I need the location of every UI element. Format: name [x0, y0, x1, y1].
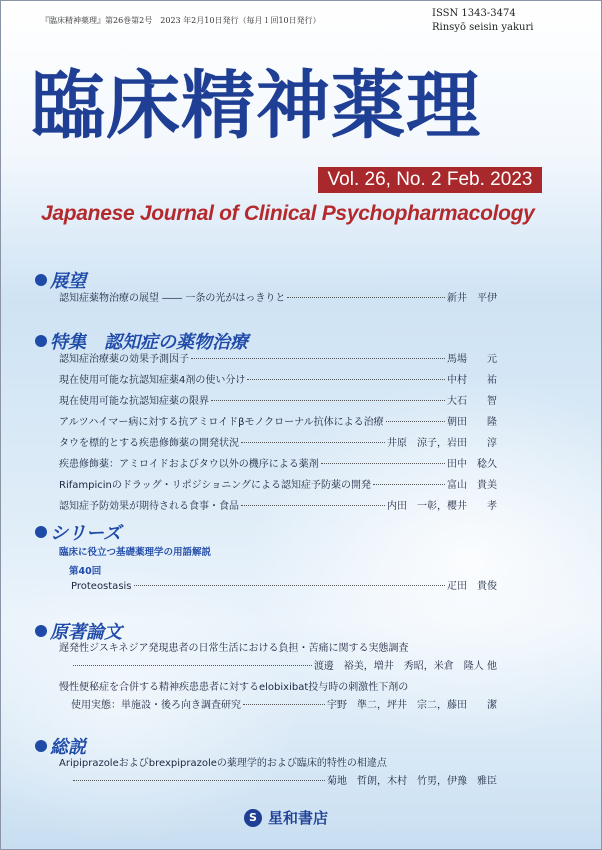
article-author: 菊地 哲朗，木村 竹男，伊豫 雅臣: [327, 776, 497, 787]
dot-leader: [386, 421, 445, 422]
publisher-logo: [244, 807, 328, 828]
section-heading-series: [35, 519, 121, 545]
section-title: シリーズ: [50, 523, 122, 544]
section-heading-sousetsu: [35, 733, 86, 759]
section-title: 展望: [50, 271, 86, 292]
section-title: 特集 認知症の薬物治療: [50, 332, 248, 353]
toc-entry[interactable]: [59, 437, 497, 451]
article-title: タウを標的とする疾患修飾薬の開発状況: [59, 438, 239, 449]
article-title: 認知症予防効果が期待される食事・食品: [59, 501, 239, 512]
toc-entry-author-line[interactable]: [71, 660, 497, 674]
dot-leader: [73, 780, 325, 781]
article-author: 朝田 隆: [447, 417, 497, 428]
article-author: 渡邊 裕美，増井 秀昭，米倉 隆人 他: [313, 661, 497, 672]
article-title: 現在使用可能な抗認知症薬の限界: [59, 396, 209, 407]
article-author: 中村 祐: [447, 375, 497, 386]
article-author: 大石 智: [447, 396, 497, 407]
journal-title: 臨床精神薬理: [31, 63, 481, 149]
article-title: アルツハイマー病に対する抗アミロイドβモノクローナル抗体による治療: [59, 417, 384, 428]
article-author: 内田 一彰，櫻井 孝: [387, 501, 497, 512]
toc-entry[interactable]: [59, 500, 497, 514]
article-author: 井原 涼子，岩田 淳: [387, 438, 497, 449]
section-title: 総説: [50, 737, 86, 758]
dot-leader: [73, 665, 312, 666]
toc-entry[interactable]: [59, 416, 497, 430]
toc-entry-title[interactable]: [59, 681, 497, 695]
toc-entry[interactable]: [59, 458, 497, 472]
series-number: 第40回: [69, 566, 102, 577]
article-author: 宇野 準二，坪井 宗二，藤田 潔: [327, 700, 497, 711]
dot-leader: [243, 704, 325, 705]
romaji-title: Rinsyō seisin yakuri: [432, 22, 534, 33]
publication-info: 『臨床精神薬理』第26巻第2号 2023 年2月10日発行（毎月１回10日発行）: [41, 16, 321, 25]
section-title: 原著論文: [50, 622, 122, 643]
toc-entry-title[interactable]: [59, 642, 497, 656]
article-author: 新井 平伊: [447, 293, 497, 304]
bullet-icon: [35, 526, 47, 538]
article-author: 疋田 貴俊: [447, 581, 497, 592]
toc-entry[interactable]: [71, 699, 497, 713]
toc-entry[interactable]: [59, 374, 497, 388]
toc-entry[interactable]: [59, 353, 497, 367]
series-subtitle: 臨床に役立つ基礎薬理学の用語解説: [59, 547, 212, 558]
section-heading-genchou: [35, 618, 122, 644]
journal-title-english: Japanese Journal of Clinical Psychopharmacology: [41, 202, 535, 225]
article-title: 現在使用可能な抗認知症薬4剤の使い分け: [59, 375, 246, 386]
dot-leader: [373, 484, 445, 485]
toc-entry[interactable]: [59, 292, 497, 306]
article-author: 馬場 元: [447, 354, 497, 365]
bullet-icon: [35, 274, 47, 286]
toc-entry-author-line[interactable]: [71, 775, 497, 789]
dot-leader: [241, 505, 385, 506]
bullet-icon: [35, 625, 47, 637]
dot-leader: [321, 463, 445, 464]
bullet-icon: [35, 740, 47, 752]
article-title: 疾患修飾薬：アミロイドおよびタウ以外の機序による薬剤: [59, 459, 319, 470]
section-heading-tenbo: [35, 267, 86, 293]
article-title: 遅発性ジスキネジア発現患者の日常生活における負担・苦痛に関する実態調査: [59, 643, 409, 654]
volume-badge: Vol. 26, No. 2 Feb. 2023: [318, 167, 542, 193]
toc-entry[interactable]: [59, 395, 497, 409]
article-title: Rifampicinのドラッグ・リポジショニングによる認知症予防薬の開発: [59, 480, 372, 491]
dot-leader: [134, 585, 445, 586]
dot-leader: [211, 400, 445, 401]
issn-number: ISSN 1343-3474: [432, 8, 516, 19]
article-title: 認知症治療薬の効果予測因子: [59, 354, 189, 365]
dot-leader: [191, 358, 445, 359]
dot-leader: [287, 297, 445, 298]
article-title: Aripiprazoleおよびbrexpiprazoleの薬理学的および臨床的特性の相違点: [59, 758, 387, 769]
article-title: 認知症薬物治療の展望 ―― 一条の光がはっきりと: [59, 293, 286, 304]
toc-entry[interactable]: [59, 479, 497, 493]
issn-block: [432, 7, 533, 35]
toc-entry-title[interactable]: [59, 757, 497, 771]
toc-entry[interactable]: [71, 580, 497, 594]
section-heading-tokushu: [35, 328, 248, 354]
article-title: Proteostasis: [71, 581, 132, 592]
dot-leader: [241, 442, 385, 443]
publisher-name: 星和書店: [268, 809, 329, 827]
dot-leader: [247, 379, 445, 380]
article-author: 田中 稔久: [447, 459, 497, 470]
article-title: 慢性便秘症を合併する精神疾患患者に対するelobixibat投与時の刺激性下剤の: [59, 682, 409, 693]
article-title-continued: 使用実態：単施設・後ろ向き調査研究: [71, 700, 241, 711]
article-author: 富山 貴美: [447, 480, 497, 491]
bullet-icon: [35, 335, 47, 347]
publisher-emblem-icon: S: [244, 809, 262, 827]
